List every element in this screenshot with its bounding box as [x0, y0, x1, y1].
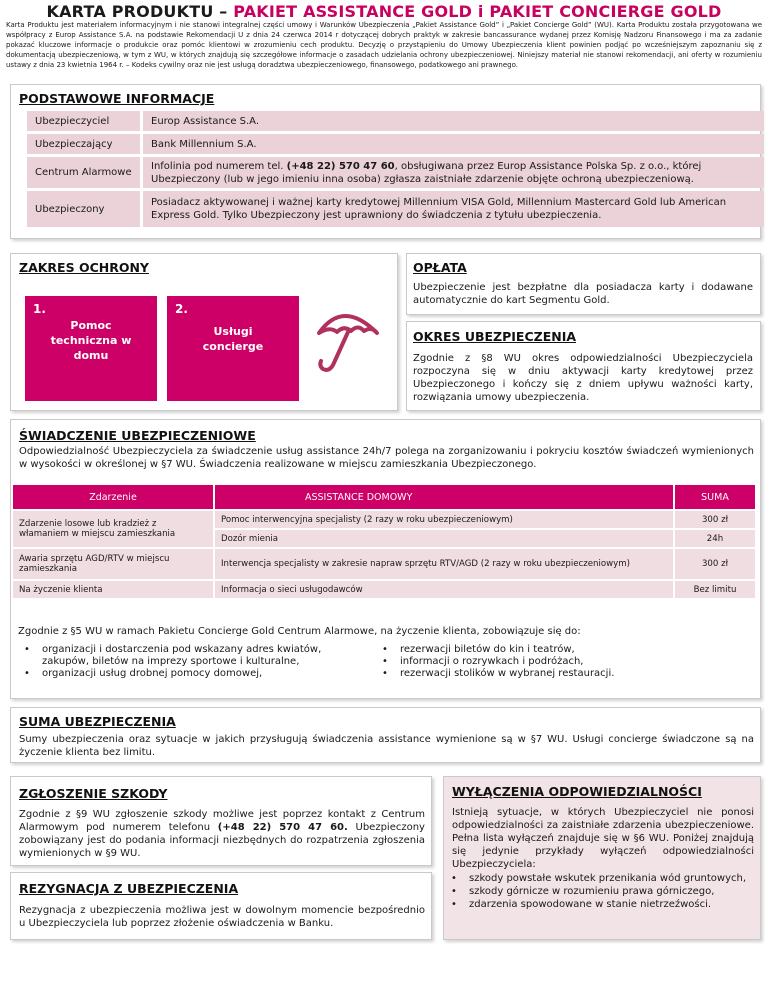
list-item: • organizacji usług drobnej pomocy domowej, — [22, 668, 352, 680]
table-cell-service: Pomoc interwencyjna specjalisty (2 razy w roku ubezpieczeniowym) — [215, 511, 673, 528]
claims-section — [10, 776, 432, 866]
intro-text: Karta Produktu jest materiałem informacyjnym i nie stanowi integralnej części umowy i Warunków Ubezpieczenia „Pakiet Assistance Gold” i „Pakiet Concierge Gold” (WU). Karta Produktu została przygotowana we współpracy z Europ Assistance S.A. na podstawie Rekomendacji U z dnia 24 czerwca 2014 r dotyczącej dobrych praktyk w zakresie bancassurance wydanej przez Komisję Nadzoru Finansowego i ma za zadanie pokazać kluczowe informacje o produkcie oraz pomóc klientowi w zrozumieniu cech produktu. Decyzję o przystąpieniu do Umowy Ubezpieczenia klient powinien podjąć po wcześniejszym zapoznaniu się z dokumentacją ubezpieczeniową, w tym z WU, w których znajdują się szczegółowe informacje o zasadach udzielania ochrony ubezpieczeniowej. Niniejszy materiał nie stanowi rekomendacji, ani oferty w rozumieniu ustawy z dnia 23 kwietnia 1964 r. – Kodeks cywilny oraz nie jest usługą doradztwa ubezpieczeniowego, finansowego, podatkowego ani prawnego. — [6, 21, 762, 69]
sum-heading: SUMA UBEZPIECZENIA — [19, 714, 176, 729]
list-item: • szkody powstałe wskutek przenikania wód gruntowych, — [449, 872, 754, 885]
basic-info-label: Ubezpieczający — [27, 134, 143, 154]
basic-info-label: Centrum Alarmowe — [27, 157, 143, 188]
alarm-center-phone: (+48 22) 570 47 60 — [286, 160, 395, 172]
table-cell-sum: Bez limitu — [675, 581, 755, 598]
table-cell-event: Zdarzenie losowe lub kradzież z włamaniem w miejscu zamieszkania — [13, 511, 213, 547]
table-row — [13, 549, 755, 579]
basic-info-heading: PODSTAWOWE INFORMACJE — [19, 91, 215, 106]
col-header-assistance: ASSISTANCE DOMOWY — [215, 485, 673, 509]
exclusions-text: Istnieją sytuacje, w których Ubezpieczyciel nie ponosi odpowiedzialności za zaistniałe zdarzenia ubezpieczeniowe. Pełna lista wyłączeń znajduje się w §6 WU. Poniżej znajdują się jedynie przykłady wyłączeń odpowiedzialności Ubezpieczyciela: — [452, 807, 754, 870]
scope-tile-concierge — [167, 296, 299, 401]
basic-info-label: Ubezpieczony — [27, 191, 143, 227]
basic-info-section — [10, 84, 761, 239]
list-item: • rezerwacji stolików w wybranej restauracji. — [380, 668, 750, 680]
scope-tile-home-help — [25, 296, 157, 401]
basic-info-value: Europ Assistance S.A. — [143, 111, 764, 131]
basic-info-row — [27, 157, 764, 188]
fee-text: Ubezpieczenie jest bezpłatne dla posiadacza karty i dodawane automatycznie do kart Segmentu Gold. — [413, 282, 753, 306]
concierge-list-right — [380, 644, 750, 680]
period-text: Zgodnie z §8 WU okres odpowiedzialności Ubezpieczyciela rozpoczyna się w dniu aktywacji karty kredytowej przez Ubezpieczonego i kończy się z dniem upływu ważności karty, rozwiązania umowy ubezpieczenia. — [413, 353, 753, 403]
table-cell-event: Awaria sprzętu AGD/RTV w miejscu zamieszkania — [13, 549, 213, 579]
exclusions-list — [449, 872, 754, 911]
claims-text-rest: Ubezpieczony zobowiązany jest do podania informacji niezbędnych do rozpatrzenia zgłoszenia wymienionych w §9 WU. — [19, 822, 425, 859]
fee-section — [406, 253, 761, 315]
scope-section — [10, 253, 398, 411]
tile-label: Pomoc techniczna w domu — [50, 319, 132, 362]
claims-text — [19, 808, 425, 860]
table-cell-sum: 300 zł — [675, 511, 755, 528]
col-header-sum: SUMA — [675, 485, 755, 509]
table-cell-sum: 300 zł — [675, 549, 755, 579]
resign-heading: REZYGNACJA Z UBEZPIECZENIA — [19, 881, 239, 896]
table-cell-service: Interwencja specjalisty w zakresie napraw sprzętu RTV/AGD (2 razy w roku ubezpieczeniowym) — [215, 549, 673, 579]
table-cell-service: Dozór mienia — [215, 530, 673, 547]
sum-text: Sumy ubezpieczenia oraz sytuacje w jakich przysługują świadczenia assistance wymienione są w §7 WU. Usługi concierge świadczone są na życzenie klienta bez limitu. — [19, 734, 754, 758]
tile-label: Usługi concierge — [202, 325, 264, 353]
tile-number: 1. — [33, 302, 46, 316]
table-cell-event: Na życzenie klienta — [13, 581, 213, 598]
exclusions-section — [443, 776, 761, 940]
benefit-table-header — [13, 485, 755, 509]
list-item: • szkody górnicze w rozumieniu prawa górniczego, — [449, 885, 754, 898]
basic-info-value: Bank Millennium S.A. — [143, 134, 764, 154]
claims-text-start: Zgodnie z §9 WU zgłoszenie szkody możliwe jest poprzez kontakt z Centrum Alarmowym pod numerem telefonu — [19, 809, 425, 833]
alarm-center-text-rest: , obsługiwana przez Europ Assistance Polska Sp. z o.o., której Ubezpieczony (lub w jego imieniu inna osoba) zgłasza zaistniałe zdarzenie objęte ochroną ubezpieczeniową. — [151, 160, 702, 185]
period-heading: OKRES UBEZPIECZENIA — [413, 329, 577, 344]
list-item: • organizacji i dostarczenia pod wskazany adres kwiatów, zakupów, biletów na imprezy sportowe i kulturalne, — [22, 644, 352, 668]
table-cell-service: Informacja o sieci usługodawców — [215, 581, 673, 598]
basic-info-table — [27, 108, 764, 230]
exclusions-heading: WYŁĄCZENIA ODPOWIEDZIALNOŚCI — [452, 784, 702, 799]
list-item: • informacji o rozrywkach i podróżach, — [380, 656, 750, 668]
resign-section — [10, 872, 432, 940]
table-cell-sum: 24h — [675, 530, 755, 547]
tile-number: 2. — [175, 302, 188, 316]
col-header-event: Zdarzenie — [13, 485, 213, 509]
title-prefix: KARTA PRODUKTU – — [46, 2, 234, 21]
claims-phone: (+48 22) 570 47 60. — [217, 822, 348, 833]
list-item: • zdarzenia spowodowane w stanie nietrzeźwości. — [449, 898, 754, 911]
concierge-intro: Zgodnie z §5 WU w ramach Pakietu Concierge Gold Centrum Alarmowe, na życzenie klienta, zobowiązuje się do: — [18, 626, 581, 637]
claims-heading: ZGŁOSZENIE SZKODY — [19, 786, 168, 801]
sum-section — [10, 707, 761, 763]
basic-info-value — [143, 157, 764, 188]
table-row — [13, 511, 755, 528]
table-row — [13, 581, 755, 598]
fee-heading: OPŁATA — [413, 260, 467, 275]
basic-info-row — [27, 191, 764, 227]
title-accent: PAKIET ASSISTANCE GOLD i PAKIET CONCIERGE GOLD — [233, 2, 722, 21]
benefit-text: Odpowiedzialność Ubezpieczyciela za świadczenie usług assistance 24h/7 polega na zorganizowaniu i pokryciu kosztów świadczeń wymienionych w wysokości w określonej w §7 WU. Świadczenia realizowane w miejscu zamieszkania Ubezpieczonego. — [19, 446, 754, 470]
benefit-table — [11, 483, 757, 600]
umbrella-icon — [309, 301, 389, 383]
period-section — [406, 321, 761, 411]
basic-info-row — [27, 134, 764, 154]
benefit-heading: ŚWIADCZENIE UBEZPIECZENIOWE — [19, 428, 256, 443]
page-title — [0, 2, 768, 21]
basic-info-row — [27, 111, 764, 131]
alarm-center-text: Infolinia pod numerem tel. — [151, 160, 287, 172]
resign-text: Rezygnacja z ubezpieczenia możliwa jest w dowolnym momencie bezpośrednio u Ubezpieczyciela lub poprzez złożenie oświadczenia w Banku. — [19, 905, 425, 929]
concierge-list-left — [22, 644, 352, 680]
basic-info-label: Ubezpieczyciel — [27, 111, 143, 131]
basic-info-value: Posiadacz aktywowanej i ważnej karty kredytowej Millennium VISA Gold, Millennium Mastercard Gold lub American Express Gold. Tylko Ubezpieczony jest uprawniony do świadczenia z tytułu ubezpieczenia. — [143, 191, 764, 227]
list-item: • rezerwacji biletów do kin i teatrów, — [380, 644, 750, 656]
scope-heading: ZAKRES OCHRONY — [19, 260, 149, 275]
